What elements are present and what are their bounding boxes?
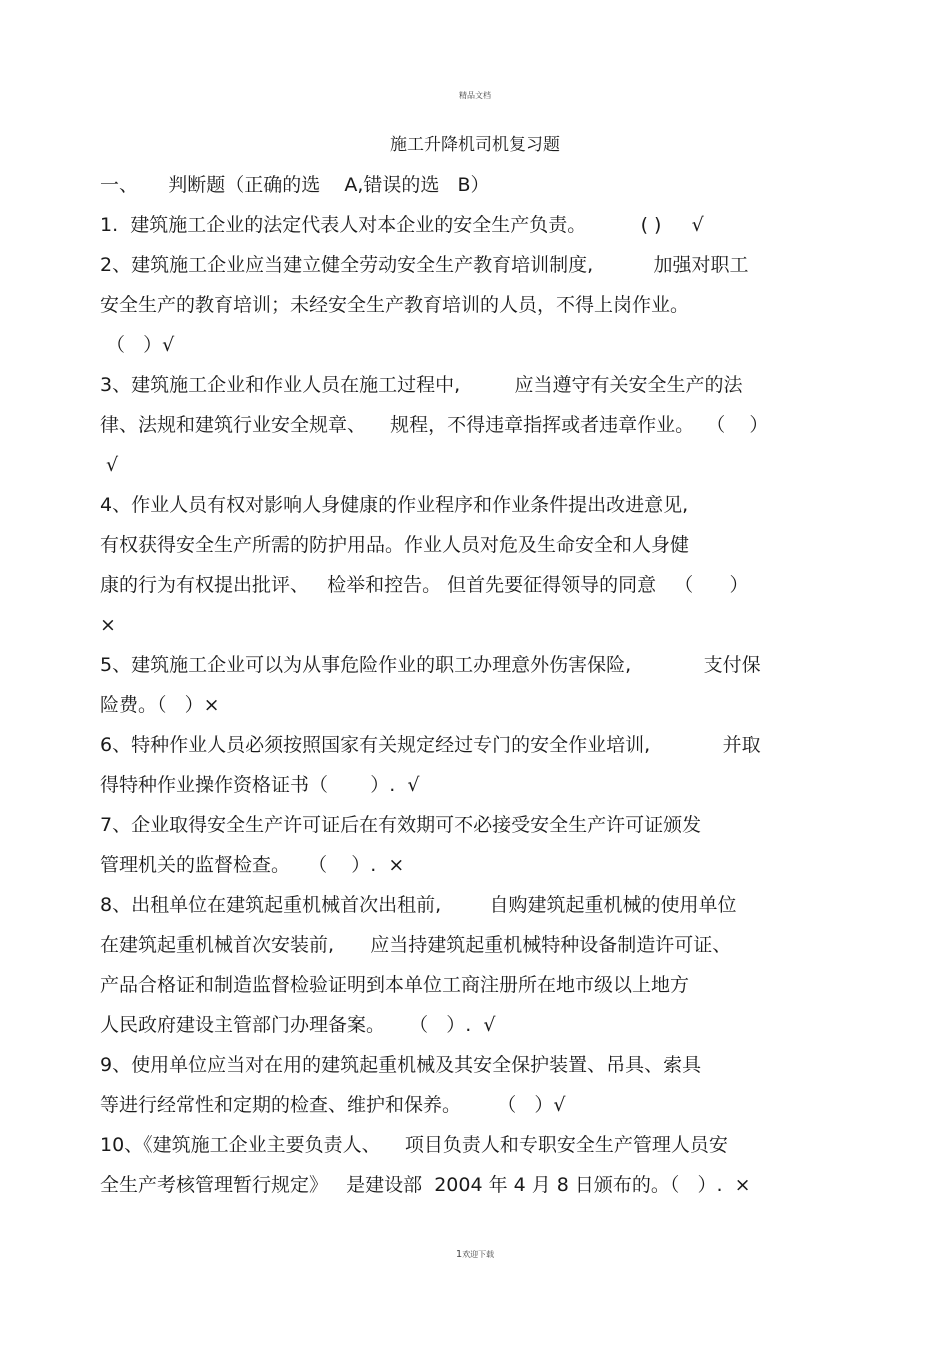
answer-line: （ ）√ bbox=[100, 334, 175, 356]
question-line: 7、企业取得安全生产许可证后在有效期可不必接受安全生产许可证颁发 bbox=[100, 814, 702, 836]
question-line: 8、出租单位在建筑起重机械首次出租前, 自购建筑起重机械的使用单位 bbox=[100, 894, 737, 916]
question-line: 在建筑起重机械首次安装前, 应当持建筑起重机械特种设备制造许可证、 bbox=[100, 934, 732, 956]
question-line: 产品合格证和制造监督检验证明到本单位工商注册所在地市级以上地方 bbox=[100, 974, 690, 996]
footer bbox=[0, 1249, 950, 1260]
question-line: 管理机关的监督检查。 （ ）. × bbox=[100, 854, 405, 876]
question-line: 全生产考核管理暂行规定》 是建设部 2004 年 4 月 8 日颁布的。（ ）. × bbox=[100, 1174, 751, 1196]
question-line: 有权获得安全生产所需的防护用品。作业人员对危及生命安全和人身健 bbox=[100, 534, 690, 556]
page-number: 1 bbox=[455, 1249, 463, 1260]
question-line: 等进行经常性和定期的检查、维护和保养。 （ ）√ bbox=[100, 1094, 566, 1116]
question-line: 康的行为有权提出批评、 检举和控告。 但首先要征得领导的同意 （ ） bbox=[100, 574, 749, 596]
question-line: 律、法规和建筑行业安全规章、 规程，不得违章指挥或者违章作业。 （ ） bbox=[100, 414, 769, 436]
footer-watermark: 欢迎下载 bbox=[462, 1250, 495, 1259]
question-line: 5、建筑施工企业可以为从事危险作业的职工办理意外伤害保险, 支付保 bbox=[100, 654, 761, 676]
question-line: 安全生产的教育培训；未经安全生产教育培训的人员，不得上岗作业。 bbox=[100, 294, 690, 316]
question-line: 6、特种作业人员必须按照国家有关规定经过专门的安全作业培训, 并取 bbox=[100, 734, 761, 756]
question-line: 1. 建筑施工企业的法定代表人对本企业的安全生产负责。 ( ) √ bbox=[100, 214, 704, 236]
answer-line: √ bbox=[100, 454, 119, 476]
question-line: 2、建筑施工企业应当建立健全劳动安全生产教育培训制度, 加强对职工 bbox=[100, 254, 749, 276]
document-title: 施工升降机司机复习题 bbox=[390, 135, 560, 155]
question-line: 4、作业人员有权对影响人身健康的作业程序和作业条件提出改进意见, bbox=[100, 494, 689, 516]
question-line: 险费。（ ）× bbox=[100, 694, 220, 716]
header-watermark: 精品文档 bbox=[459, 91, 491, 100]
question-list bbox=[100, 165, 840, 1205]
question-line: 得特种作业操作资格证书（ ）. √ bbox=[100, 774, 420, 796]
question-line: 9、使用单位应当对在用的建筑起重机械及其安全保护装置、吊具、索具 bbox=[100, 1054, 702, 1076]
section-heading: 一、 判断题（正确的选 A,错误的选 B） bbox=[100, 174, 490, 196]
question-line: 3、建筑施工企业和作业人员在施工过程中, 应当遵守有关安全生产的法 bbox=[100, 374, 743, 396]
question-line: 10、《建筑施工企业主要负责人、 项目负责人和专职安全生产管理人员安 bbox=[100, 1134, 728, 1156]
answer-line: × bbox=[100, 614, 116, 636]
question-line: 人民政府建设主管部门办理备案。 （ ）. √ bbox=[100, 1014, 496, 1036]
